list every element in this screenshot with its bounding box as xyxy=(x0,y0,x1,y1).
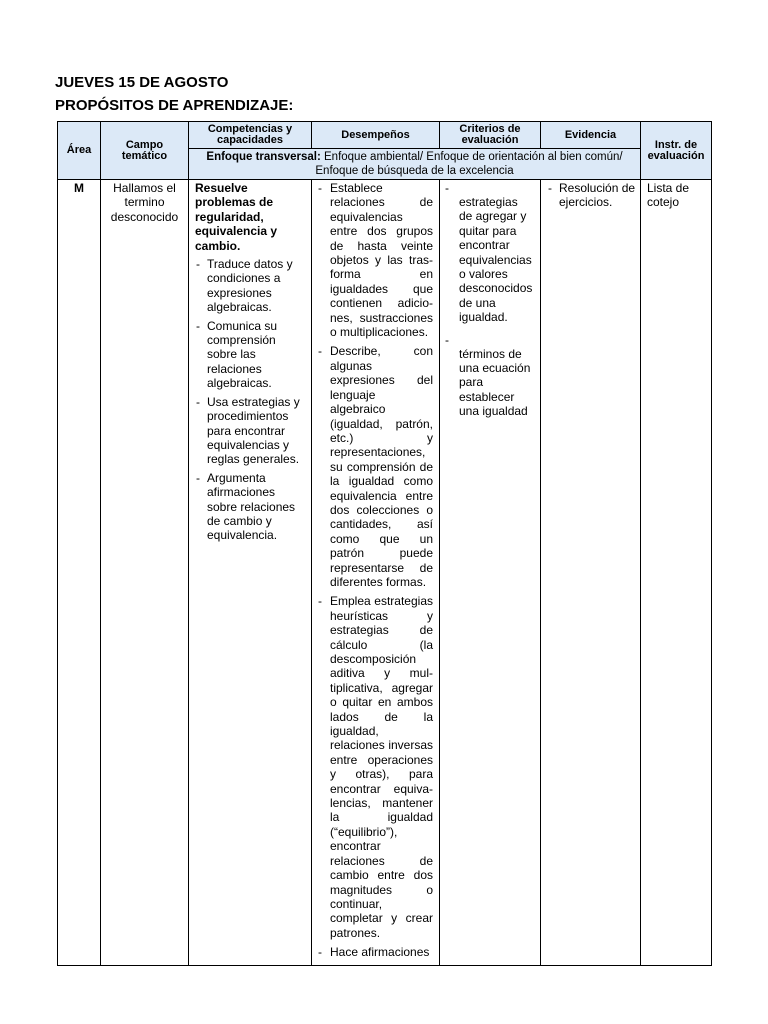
dash-marker: - xyxy=(445,332,449,347)
list-item: - términos de una ecuación para establecer una igualdad xyxy=(445,332,531,419)
list-item: - Usa estrategias y procedimientos para encontrar equivalencias y reglas generales. xyxy=(195,395,305,467)
campo-tematico-cell: Hallamos el termino desconocido xyxy=(101,180,189,966)
table-row xyxy=(58,180,712,966)
list-item: - Hace afirmaciones xyxy=(317,945,433,959)
capacidades-list xyxy=(195,257,305,543)
list-item: - Resolución de ejercicios. xyxy=(547,181,636,210)
learning-purposes-table xyxy=(57,121,712,966)
desempenos-cell xyxy=(312,180,440,966)
desempenos-list xyxy=(317,181,433,960)
learning-purposes-heading: PROPÓSITOS DE APRENDIZAJE: xyxy=(55,97,294,114)
header-competencias: Competencias y capacidades xyxy=(189,122,312,149)
header-criterios: Criterios de evaluación xyxy=(440,122,541,149)
competencias-cell xyxy=(189,180,312,966)
list-item: - Establece relaciones de equivalencias entre dos grupos de hasta veinte objetos y las tras-forma en igualdades que contienen adicio-nes, sustracciones o multiplicaciones. xyxy=(317,181,433,339)
evidencia-list xyxy=(547,181,636,210)
enfoque-text: Enfoque ambiental/ Enfoque de orientación al bien común/ Enfoque de búsqueda de la excelencia xyxy=(315,151,623,177)
list-item: - estrategias de agregar y quitar para encontrar equivalencias o valores desconocidos de una igualdad. xyxy=(445,181,533,325)
header-evidencia: Evidencia xyxy=(541,122,641,149)
competencia-title: Resuelve problemas de regularidad, equivalencia y cambio. xyxy=(195,181,278,253)
enfoque-transversal-cell xyxy=(189,149,641,180)
header-area: Área xyxy=(58,122,101,180)
enfoque-label: Enfoque transversal: xyxy=(206,151,321,163)
list-item: - Emplea estrategias heurísticas y estrategias de cálculo (la descomposición aditiva y mul-tiplicativa, agregar o quitar en ambos lados de la igualdad, relaciones inversas entre operaciones y otras), para encontrar equiva-lencias, mantener la igualdad (“equilibrio”), encontrar relaciones de cambio entre dos magnitudes o continuar, completar y crear patrones. xyxy=(317,594,433,940)
list-item: - Argumenta afirmaciones sobre relaciones de cambio y equivalencia. xyxy=(195,471,305,543)
area-cell: M xyxy=(58,180,101,966)
list-item: - Comunica su comprensión sobre las relaciones algebraicas. xyxy=(195,319,305,391)
header-instrumento: Instr. de evaluación xyxy=(641,122,712,180)
header-campo-tematico: Campo temático xyxy=(101,122,189,180)
dash-marker: - xyxy=(445,181,449,195)
header-desempenos: Desempeños xyxy=(312,122,440,149)
criterios-cell xyxy=(440,180,541,966)
list-item: - Traduce datos y condiciones a expresiones algebraicas. xyxy=(195,257,305,315)
instrumento-cell: Lista de cotejo xyxy=(641,180,712,966)
list-item: - Describe, con algunas expresiones del lenguaje algebraico (igualdad, patrón, etc.) y representaciones, su comprensión de la igualdad como equivalencia entre dos colecciones o cantidades, así como que un patrón puede representarse de diferentes formas. xyxy=(317,344,433,589)
evidencia-cell xyxy=(541,180,641,966)
session-date-heading: JUEVES 15 DE AGOSTO xyxy=(55,74,229,91)
